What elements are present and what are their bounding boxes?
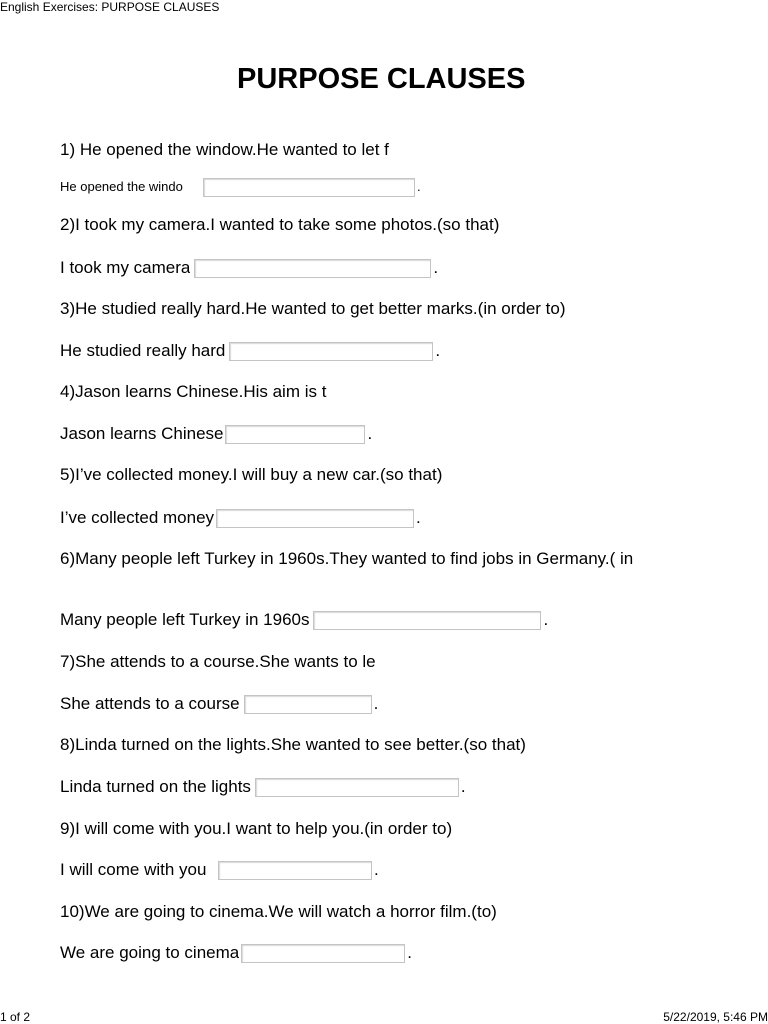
question-1-answer-prefix: He opened the windo	[60, 179, 183, 194]
question-10-prompt: 10)We are going to cinema.We will watch a horror film.(to)	[60, 902, 497, 921]
question-2-ending: .	[433, 258, 439, 277]
question-8-ending: .	[460, 777, 466, 796]
question-8-prompt: 8)Linda turned on the lights.She wanted to see better.(so that)	[60, 735, 526, 754]
question-8-answer-row	[60, 777, 466, 797]
question-3-answer-input[interactable]	[229, 342, 433, 361]
question-7-prompt: 7)She attends to a course.She wants to le	[60, 652, 376, 671]
question-7-answer-row	[60, 694, 378, 714]
question-6-prompt: 6)Many people left Turkey in 1960s.They wanted to find jobs in Germany.( in	[60, 549, 634, 568]
print-timestamp: 5/22/2019, 5:46 PM	[663, 1010, 768, 1024]
question-6-ending: .	[543, 610, 549, 629]
question-3-prompt: 3)He studied really hard.He wanted to get better marks.(in order to)	[60, 299, 566, 318]
question-5-prompt: 5)I’ve collected money.I will buy a new car.(so that)	[60, 465, 443, 484]
question-10-answer-row	[60, 943, 412, 963]
question-10-answer-input[interactable]	[241, 944, 405, 963]
question-1-answer-row	[60, 177, 421, 197]
question-9-answer-input[interactable]	[218, 861, 372, 880]
question-2-answer-prefix: I took my camera	[60, 258, 191, 277]
question-3-answer-row	[60, 341, 440, 361]
question-4-answer-row	[60, 424, 372, 444]
question-9-answer-row	[60, 860, 379, 880]
header-title: English Exercises: PURPOSE CLAUSES	[0, 0, 220, 14]
question-1-answer-input[interactable]	[203, 178, 415, 197]
question-5-ending: .	[416, 508, 421, 527]
question-1-prompt: 1) He opened the window.He wanted to let f	[60, 140, 389, 159]
question-6-answer-prefix: Many people left Turkey in 1960s	[60, 610, 310, 629]
question-7-ending: .	[373, 694, 379, 713]
question-3-ending: .	[435, 341, 441, 360]
question-7-answer-prefix: She attends to a course	[60, 694, 240, 713]
question-5-answer-prefix: I’ve collected money	[60, 508, 215, 527]
question-1-ending: .	[417, 179, 421, 194]
question-2-prompt: 2)I took my camera.I wanted to take some photos.(so that)	[60, 215, 500, 234]
question-10-ending: .	[407, 943, 412, 962]
question-4-ending: .	[367, 424, 373, 443]
page-indicator: 1 of 2	[0, 1010, 31, 1024]
question-9-prompt: 9)I will come with you.I want to help you.(in order to)	[60, 819, 453, 838]
question-8-answer-input[interactable]	[255, 778, 459, 797]
question-4-answer-prefix: Jason learns Chinese	[60, 424, 224, 443]
question-6-answer-input[interactable]	[313, 611, 541, 630]
question-5-answer-row	[60, 508, 421, 528]
question-2-answer-input[interactable]	[194, 259, 431, 278]
question-7-answer-input[interactable]	[244, 695, 372, 714]
page-title: PURPOSE CLAUSES	[237, 63, 526, 95]
question-2-answer-row	[60, 258, 438, 278]
question-6-answer-row	[60, 610, 548, 630]
question-4-answer-input[interactable]	[225, 425, 365, 444]
question-5-answer-input[interactable]	[216, 509, 414, 528]
question-3-answer-prefix: He studied really hard	[60, 341, 226, 360]
question-9-ending: .	[374, 860, 379, 879]
question-4-prompt: 4)Jason learns Chinese.His aim is t	[60, 382, 327, 401]
question-8-answer-prefix: Linda turned on the lights	[60, 777, 251, 796]
question-10-answer-prefix: We are going to cinema	[60, 943, 240, 962]
question-9-answer-prefix: I will come with you	[60, 860, 207, 879]
